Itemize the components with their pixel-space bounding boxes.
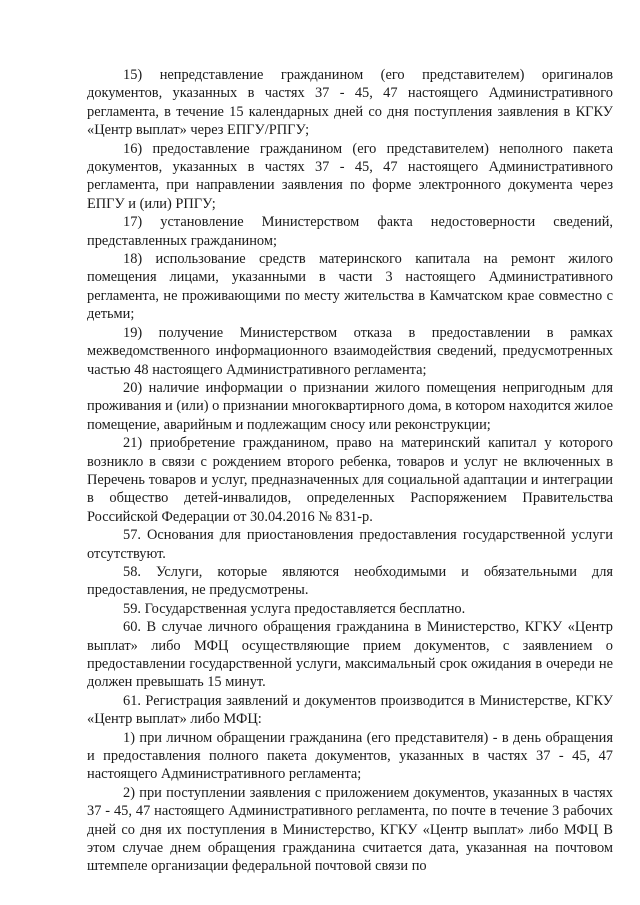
section-61: 61. Регистрация заявлений и документов производится в Министерстве, КГКУ «Центр выплат» либо МФЦ: [87,692,613,728]
document-body [87,66,613,876]
paragraph-18: 18) использование средств материнского капитала на ремонт жилого помещения лицами, указанными в части 3 настоящего Административного регламента, не проживающими по месту жительства в Камчатском крае совместно с детьми; [87,251,613,323]
paragraph-15: 15) непредставление гражданином (его представителем) оригиналов документов, указанных в частях 37 - 45, 47 настоящего Административного регламента, в течение 15 календарных дней со дня поступления заявления в КГКУ «Центр выплат» через ЕПГУ/РПГУ; [87,67,613,139]
section-57: 57. Основания для приостановления предоставления государственной услуги отсутствуют. [87,527,613,562]
paragraph-20: 20) наличие информации о признании жилого помещения непригодным для проживания и (или) о признании многоквартирного дома, в котором находится жилое помещение, аварийным и подлежащим сносу или реконструкции; [87,379,613,433]
paragraph-19: 19) получение Министерством отказа в предоставлении в рамках межведомственного информационного взаимодействия сведений, предусмотренных частью 48 настоящего Административного регламента; [87,324,613,378]
section-61-item-1: 1) при личном обращении гражданина (его представителя) - в день обращения и предоставления полного пакета документов, указанных в частях 37 - 45, 47 настоящего Административного регламента; [87,729,613,783]
paragraph-17: 17) установление Министерством факта недостоверности сведений, представленных гражданином; [87,214,613,249]
section-58: 58. Услуги, которые являются необходимыми и обязательными для предоставления, не предусмотрены. [87,563,613,599]
section-60: 60. В случае личного обращения гражданина в Министерство, КГКУ «Центр выплат» либо МФЦ осуществляющие прием документов, с заявлением о предоставлении государственной услуги, максимальный срок ожидания в очереди не должен превышать 15 минут. [87,619,613,691]
section-61-item-2: 2) при поступлении заявления с приложением документов, указанных в частях 37 - 45, 47 настоящего Административного регламента, по почте в течение 3 рабочих дней со дня их поступления в Министерство, КГКУ «Центр выплат» либо МФЦ В этом случае днем обращения гражданина считается дата, указанная на почтовом штемпеле организации федеральной почтовой связи по [87,784,613,875]
section-59: 59. Государственная услуга предоставляется бесплатно. [123,600,466,617]
paragraph-16: 16) предоставление гражданином (его представителем) неполного пакета документов, указанных в частях 37 - 45, 47 настоящего Административного регламента, при направлении заявления по форме электронного документа через ЕПГУ и (или) РПГУ; [87,140,613,212]
paragraph-21: 21) приобретение гражданином, право на материнский капитал у которого возникло в связи с рождением второго ребенка, товаров и услуг не включенных в Перечень товаров и услуг, предназначенных для социальной адаптации и интеграции в общество детей-инвалидов, определенных Распоряжением Правительства Российской Федерации от 30.04.2016 № 831-р. [87,435,613,525]
